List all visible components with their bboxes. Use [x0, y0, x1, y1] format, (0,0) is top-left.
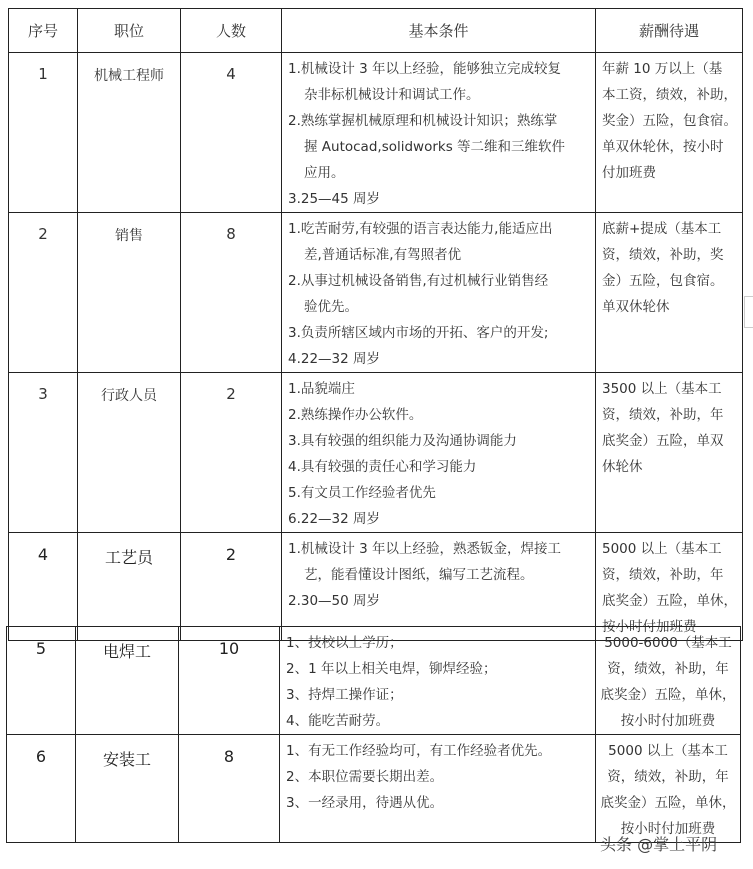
salary-line: 5000-6000（基本工 [604, 635, 732, 651]
condition-line: 3.25—45 周岁 [288, 191, 381, 207]
headcount: 2 [181, 533, 282, 641]
salary-line: 奖金）五险，包食宿。 [602, 113, 737, 129]
salary-line: 5000 以上（基本工 [602, 541, 722, 557]
conditions-cell [280, 735, 596, 843]
row-number: 2 [9, 213, 78, 373]
header-conditions: 基本条件 [282, 9, 596, 53]
table-row [9, 533, 743, 641]
salary-line: 5000 以上（基本工 [608, 743, 728, 759]
condition-line: 1.吃苦耐劳,有较强的语言表达能力,能适应出 [288, 221, 553, 237]
row-number: 1 [9, 53, 78, 213]
salary-line: 按小时付加班费 [620, 713, 716, 729]
table-row [7, 735, 741, 843]
salary-line: 年薪 10 万以上（基 [602, 61, 723, 77]
watermark: 头条 @掌上平阴 [600, 835, 718, 854]
condition-line: 2、1 年以上相关电焊，铆焊经验； [286, 661, 497, 677]
salary-line: 底奖金）五险，单休， [600, 795, 736, 811]
condition-line: 4.具有较强的责任心和学习能力 [288, 459, 477, 475]
row-number: 6 [7, 735, 76, 843]
position-title: 行政人员 [78, 373, 181, 533]
condition-line: 3.具有较强的组织能力及沟通协调能力 [288, 433, 517, 449]
headcount: 8 [181, 213, 282, 373]
salary-line: 底奖金）五险，单休， [600, 687, 736, 703]
condition-line: 6.22—32 周岁 [288, 511, 381, 527]
condition-line: 2、本职位需要长期出差。 [286, 769, 444, 785]
salary-line: 底奖金）五险，单双 [602, 433, 724, 449]
headcount: 2 [181, 373, 282, 533]
salary-line: 资，绩效，补助，年 [602, 567, 724, 583]
salary-line: 休轮休 [602, 459, 643, 475]
salary-line: 单双休轮休 [602, 299, 670, 315]
header-salary: 薪酬待遇 [596, 9, 743, 53]
table-row [9, 213, 743, 373]
salary-line: 单双休轮休，按小时 [602, 139, 724, 155]
condition-line: 3、一经录用，待遇从优。 [286, 795, 444, 811]
salary-line: 付加班费 [602, 165, 656, 181]
position-title: 销售 [78, 213, 181, 373]
salary-line: 资，绩效，补助，年 [607, 769, 729, 785]
salary-line: 底奖金）五险，单休， [602, 593, 737, 609]
conditions-cell [282, 53, 596, 213]
table-row [7, 627, 741, 735]
position-title: 机械工程师 [78, 53, 181, 213]
condition-line: 握 Autocad,solidworks 等二维和三维软件 [304, 139, 566, 155]
position-title: 电焊工 [76, 627, 179, 735]
headcount: 4 [181, 53, 282, 213]
condition-line: 2.30—50 周岁 [288, 593, 381, 609]
salary-cell [596, 627, 741, 735]
salary-line: 按小时付加班费 [602, 619, 697, 635]
salary-line: 金）五险，包食宿。 [602, 273, 724, 289]
salary-cell [596, 53, 743, 213]
salary-cell [596, 735, 741, 843]
condition-line: 4、能吃苦耐劳。 [286, 713, 390, 729]
condition-line: 验优先。 [304, 299, 358, 315]
condition-line: 3.负责所辖区域内市场的开拓、客户的开发; [288, 325, 549, 341]
salary-line: 3500 以上（基本工 [602, 381, 722, 397]
salary-line: 资，绩效，补助，年 [602, 407, 724, 423]
table-row [9, 373, 743, 533]
condition-line: 1、技校以上学历； [286, 635, 403, 651]
condition-line: 2.熟练掌握机械原理和机械设计知识；熟练掌 [288, 113, 558, 129]
salary-cell [596, 533, 743, 641]
position-title: 安装工 [76, 735, 179, 843]
condition-line: 1.机械设计 3 年以上经验，熟悉钣金，焊接工 [288, 541, 562, 557]
header-no: 序号 [9, 9, 78, 53]
condition-line: 2.熟练操作办公软件。 [288, 407, 423, 423]
salary-cell [596, 373, 743, 533]
condition-line: 3、持焊工操作证； [286, 687, 403, 703]
headcount: 10 [179, 627, 280, 735]
condition-line: 应用。 [304, 165, 345, 181]
conditions-cell [280, 627, 596, 735]
table-row [9, 53, 743, 213]
conditions-cell [282, 373, 596, 533]
salary-line: 资，绩效，补助，奖 [602, 247, 724, 263]
condition-line: 艺，能看懂设计图纸，编写工艺流程。 [304, 567, 534, 583]
header-position: 职位 [78, 9, 181, 53]
salary-line: 本工资，绩效，补助， [602, 87, 737, 103]
condition-line: 1、有无工作经验均可，有工作经验者优先。 [286, 743, 552, 759]
condition-line: 1.品貌端庄 [288, 381, 355, 397]
conditions-cell [282, 213, 596, 373]
salary-line: 底薪+提成（基本工 [602, 221, 722, 237]
condition-line: 5.有文员工作经验者优先 [288, 485, 436, 501]
position-title: 工艺员 [78, 533, 181, 641]
row-number: 3 [9, 373, 78, 533]
row-number: 4 [9, 533, 78, 641]
condition-line: 2.从事过机械设备销售,有过机械行业销售经 [288, 273, 549, 289]
salary-line: 按小时付加班费 [620, 821, 716, 837]
conditions-cell [282, 533, 596, 641]
salary-cell [596, 213, 743, 373]
headcount: 8 [179, 735, 280, 843]
recruitment-table-continued [6, 626, 741, 843]
table-header [9, 9, 743, 53]
condition-line: 1.机械设计 3 年以上经验，能够独立完成较复 [288, 61, 562, 77]
header-count: 人数 [181, 9, 282, 53]
condition-line: 4.22—32 周岁 [288, 351, 381, 367]
salary-line: 资，绩效，补助，年 [607, 661, 729, 677]
scroll-handle[interactable] [744, 296, 753, 328]
row-number: 5 [7, 627, 76, 735]
condition-line: 差,普通话标准,有驾照者优 [304, 247, 462, 263]
condition-line: 杂非标机械设计和调试工作。 [304, 87, 480, 103]
recruitment-table [8, 8, 743, 641]
